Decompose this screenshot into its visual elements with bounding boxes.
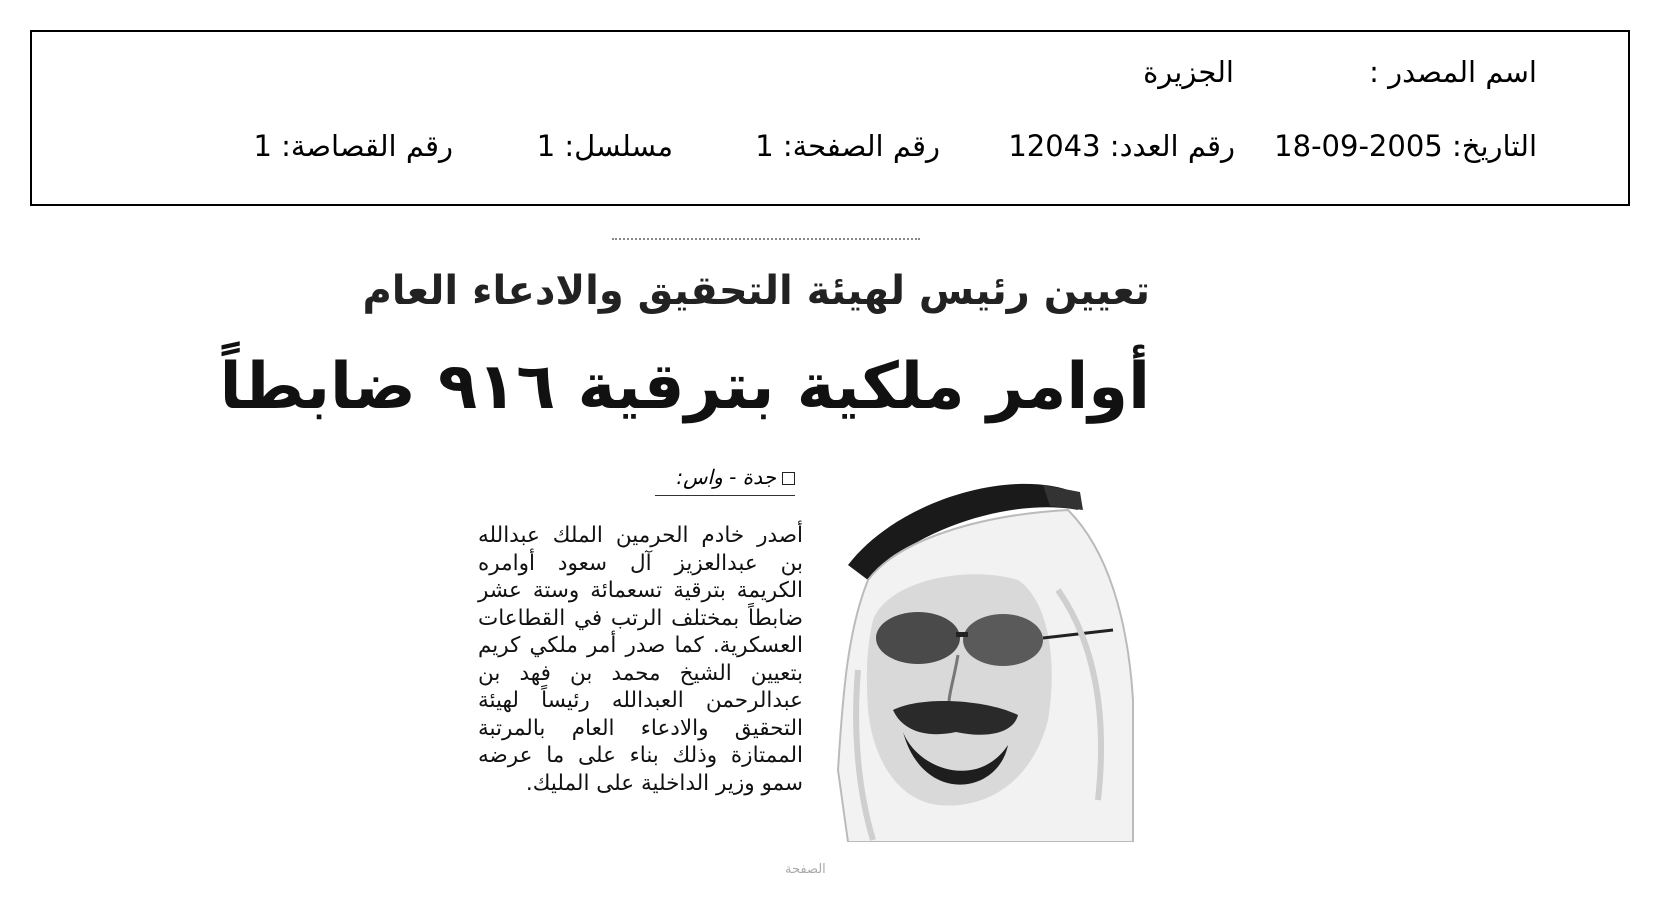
- dateline-text: جدة - واس:: [676, 465, 776, 489]
- page-number-field: رقم الصفحة: 1: [755, 129, 940, 163]
- portrait-photo: [828, 470, 1150, 842]
- square-bullet-icon: [782, 472, 795, 485]
- article-headline: أوامر ملكية بترقية ٩١٦ ضابطاً: [219, 350, 1150, 424]
- clip-number-field: رقم القصاصة: 1: [253, 129, 453, 163]
- source-value: الجزيرة: [1143, 55, 1234, 89]
- article-body: أصدر خادم الحرمين الملك عبدالله بن عبدالعزيز آل سعود أوامره الكريمة بترقية تسعمائة وستة عشر ضابطاً بمختلف الرتب في القطاعات العسكرية. كما صدر أمر ملكي كريم بتعيين الشيخ محمد بن فهد بن عبدالرحمن العبدالله رئيساً لهيئة التحقيق والادعاء العام بالمرتبة الممتازة وذلك بناء على ما عرضه سمو وزير الداخلية على المليك.: [478, 523, 803, 796]
- issue-number-field: رقم العدد: 12043: [1008, 129, 1235, 163]
- dotted-separator: [612, 238, 920, 240]
- source-label: اسم المصدر :: [1369, 55, 1537, 89]
- date-field: التاريخ: 2005-09-18: [1274, 129, 1537, 163]
- page-footer-mark: ﺍﻟﺼﻔﺤﺔ: [785, 862, 826, 877]
- article-dateline: [655, 465, 795, 496]
- serial-field: مسلسل: 1: [536, 129, 673, 163]
- article-kicker: تعيين رئيس لهيئة التحقيق والادعاء العام: [362, 268, 1150, 314]
